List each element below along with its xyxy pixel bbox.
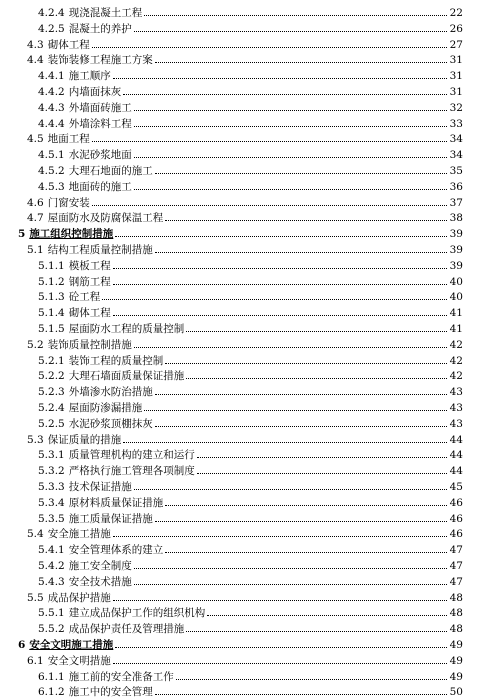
toc-entry-number: 5: [18, 228, 26, 241]
toc-page-number: 34: [449, 133, 463, 146]
toc-row: [0, 115, 482, 130]
toc-entry[interactable]: [38, 320, 463, 335]
toc-entry[interactable]: [38, 683, 463, 698]
toc-page-number: 44: [449, 465, 463, 478]
toc-entry-title: 内墙面抹灰: [68, 86, 122, 98]
toc-page-number: 46: [449, 496, 463, 509]
toc-row: [0, 83, 482, 98]
toc-dot-leader: [134, 573, 447, 585]
toc-entry[interactable]: [27, 194, 463, 209]
toc-entry-title: 砌体工程: [47, 38, 90, 51]
toc-dot-leader: [113, 652, 447, 664]
toc-entry[interactable]: [38, 399, 463, 414]
toc-entry-title: 地面砖的施工: [68, 180, 132, 193]
toc-entry-number: 6.1.2: [38, 686, 65, 699]
toc-entry-number: 6.1.1: [38, 670, 65, 683]
toc-row: [0, 636, 482, 651]
toc-entry-title: 屋面防水工程的质量控制: [68, 323, 185, 335]
toc-entry-title: 施工中的安全管理: [68, 686, 153, 699]
toc-row: [0, 288, 482, 303]
toc-page-number: 22: [449, 7, 463, 19]
toc-row: [0, 683, 482, 698]
toc-page-number: 50: [449, 686, 463, 699]
toc-entry[interactable]: [38, 446, 463, 461]
toc-entry[interactable]: [38, 83, 463, 98]
toc-entry[interactable]: [38, 20, 463, 35]
toc-row: [0, 320, 482, 335]
toc-row: [0, 462, 482, 477]
toc-page-number: 47: [449, 544, 463, 557]
toc-entry[interactable]: [38, 352, 463, 367]
toc-dot-leader: [115, 225, 447, 237]
toc-entry-number: 5.4.1: [38, 544, 65, 557]
toc-row: [0, 352, 482, 367]
toc-dot-leader: [165, 209, 447, 221]
toc-dot-leader: [165, 352, 447, 364]
toc-entry-number: 5.5.2: [38, 623, 65, 636]
toc-dot-leader: [123, 83, 447, 95]
toc-page-number: 48: [449, 607, 463, 620]
toc-page-number: 31: [449, 54, 463, 67]
toc-entry[interactable]: [38, 367, 463, 382]
toc-entry[interactable]: [27, 652, 463, 667]
toc-page-number: 43: [449, 402, 463, 414]
toc-entry-number: 6.1: [27, 654, 44, 667]
toc-entry-number: 5.1: [27, 244, 44, 256]
toc-entry[interactable]: [38, 178, 463, 193]
toc-dot-leader: [155, 51, 447, 63]
toc-entry[interactable]: [27, 336, 463, 351]
toc-entry[interactable]: [38, 541, 463, 556]
toc-dot-leader: [113, 257, 447, 269]
toc-dot-leader: [165, 494, 447, 506]
toc-entry-title: 成品保护措施: [47, 591, 111, 604]
toc-entry-number: 5.3: [27, 433, 44, 446]
toc-row: [0, 541, 482, 556]
toc-entry-title: 水泥砂浆地面: [68, 149, 132, 162]
toc-row: [0, 383, 482, 398]
toc-entry-title: 模板工程: [68, 259, 111, 272]
toc-page-number: 42: [449, 338, 463, 351]
toc-entry-number: 5.5.1: [38, 607, 65, 620]
toc-dot-leader: [186, 620, 447, 632]
toc-dot-leader: [155, 241, 447, 253]
toc-page-number: 31: [449, 70, 463, 83]
toc-entry-number: 5.2.3: [38, 386, 65, 399]
toc-entry-title: 现浇混凝土工程: [68, 7, 143, 19]
toc-entry-title: 质量管理机构的建立和运行: [68, 449, 195, 462]
toc-page-number: 38: [449, 212, 463, 225]
toc-entry-number: 4.2.5: [38, 22, 65, 35]
toc-page-number: 49: [449, 670, 463, 683]
toc-page-number: 37: [449, 196, 463, 209]
toc-entry[interactable]: [27, 36, 463, 51]
toc-page-number: 49: [449, 654, 463, 667]
toc-page-number: 40: [449, 291, 463, 304]
toc-dot-leader: [113, 304, 447, 316]
toc-entry[interactable]: [38, 288, 463, 303]
toc-entry-number: 5.4.3: [38, 575, 65, 588]
toc-row: [0, 478, 482, 493]
toc-page-number: 36: [449, 180, 463, 193]
toc-row: [0, 494, 482, 509]
toc-row: [0, 36, 482, 51]
toc-entry[interactable]: [38, 4, 463, 19]
toc-row: [0, 178, 482, 193]
toc-entry-number: 5.4.2: [38, 560, 65, 572]
toc-dot-leader: [102, 288, 447, 300]
toc-page-number: 44: [449, 433, 463, 446]
toc-page-number: 47: [449, 575, 463, 588]
toc-entry-number: 5.2.1: [38, 354, 65, 367]
toc-entry-title: 安全文明措施: [47, 654, 111, 667]
toc-page-number: 49: [449, 639, 463, 651]
toc-entry-number: 5.1.1: [38, 259, 65, 272]
toc-dot-leader: [197, 446, 447, 458]
toc-entry-number: 5.1.2: [38, 275, 65, 288]
toc-row: [0, 525, 482, 540]
toc-entry-title: 水泥砂浆顶棚抹灰: [68, 417, 153, 430]
toc-row: [0, 431, 482, 446]
toc-row: [0, 67, 482, 82]
toc-entry[interactable]: [38, 478, 463, 493]
toc-entry-title: 装饰质量控制措施: [47, 338, 132, 351]
toc-dot-leader: [186, 367, 447, 379]
toc-dot-leader: [92, 194, 447, 206]
toc-entry-number: 5.2.4: [38, 402, 65, 414]
toc-entry-title: 建立成品保护工作的组织机构: [68, 607, 206, 620]
toc-dot-leader: [155, 415, 447, 427]
toc-row: [0, 4, 482, 19]
toc-page-number: 27: [449, 38, 463, 51]
toc-page-number: 26: [449, 22, 463, 35]
toc-dot-leader: [144, 399, 447, 411]
toc-entry-number: 5.3.3: [38, 481, 65, 493]
toc-dot-leader: [155, 510, 447, 522]
toc-entry[interactable]: [38, 383, 463, 398]
toc-row: [0, 668, 482, 683]
toc-entry-number: 5.3.5: [38, 512, 65, 525]
toc-entry-number: 5.3.4: [38, 496, 65, 509]
toc-row: [0, 589, 482, 604]
toc-page-number: 46: [449, 512, 463, 525]
toc-entry-number: 4.5: [27, 133, 44, 146]
toc-entry[interactable]: [38, 67, 463, 82]
toc-entry-number: 5.4: [27, 528, 44, 541]
toc-entry-title: 安全技术措施: [68, 575, 132, 588]
toc-entry-title: 严格执行施工管理各项制度: [68, 465, 195, 478]
toc-dot-leader: [207, 604, 447, 616]
toc-row: [0, 241, 482, 256]
toc-dot-leader: [134, 336, 447, 348]
toc-entry-number: 4.4.2: [38, 86, 65, 98]
toc-entry-title: 施工顺序: [68, 70, 111, 83]
toc-entry[interactable]: [38, 462, 463, 477]
toc-entry-title: 结构工程质量控制措施: [47, 244, 153, 256]
toc-entry-title: 装饰装修工程施工方案: [47, 54, 153, 67]
toc-row: [0, 510, 482, 525]
toc-entry[interactable]: [38, 99, 463, 114]
toc-dot-leader: [155, 383, 447, 395]
toc-page-number: 41: [449, 323, 463, 335]
toc-page-number: 48: [449, 591, 463, 604]
toc-page-number: 41: [449, 307, 463, 320]
toc-entry-title: 施工质量保证措施: [68, 512, 153, 525]
toc-dot-leader: [134, 20, 447, 32]
toc-entry-title: 施工安全制度: [68, 560, 132, 572]
toc-dot-leader: [134, 146, 447, 158]
toc-row: [0, 304, 482, 319]
toc-entry[interactable]: [38, 668, 463, 683]
toc-row: [0, 194, 482, 209]
toc-page-number: 40: [449, 275, 463, 288]
toc-entry-number: 5.1.5: [38, 323, 65, 335]
toc-page-number: 34: [449, 149, 463, 162]
toc-entry-number: 4.5.3: [38, 180, 65, 193]
toc-entry-number: 4.4: [27, 54, 44, 67]
toc-page-number: 44: [449, 449, 463, 462]
toc-dot-leader: [176, 668, 447, 680]
toc-entry[interactable]: [38, 573, 463, 588]
toc-entry-number: 5.3.2: [38, 465, 65, 478]
toc-entry[interactable]: [27, 431, 463, 446]
toc-entry-title: 外墙渗水防治措施: [68, 386, 153, 399]
toc-entry-title: 安全文明施工措施: [29, 639, 114, 651]
toc-entry-title: 大理石地面的施工: [68, 165, 153, 177]
toc-entry-number: 5.2.2: [38, 370, 65, 383]
toc-entry[interactable]: [38, 146, 463, 161]
toc-dot-leader: [113, 273, 447, 285]
toc-page-number: 39: [449, 259, 463, 272]
toc-dot-leader: [134, 557, 447, 569]
toc-entry-title: 安全施工措施: [47, 528, 111, 541]
toc-entry[interactable]: [38, 494, 463, 509]
toc-entry-title: 原材料质量保证措施: [68, 496, 164, 509]
toc-page-number: 32: [449, 101, 463, 114]
toc-page-number: 43: [449, 386, 463, 399]
toc-page-number: 35: [449, 165, 463, 177]
toc-row: [0, 20, 482, 35]
toc-page-number: 42: [449, 354, 463, 367]
toc-dot-leader: [113, 589, 447, 601]
toc-entry-number: 5.2: [27, 338, 44, 351]
toc-dot-leader: [113, 67, 447, 79]
toc-entry[interactable]: [38, 415, 463, 430]
toc-row: [0, 557, 482, 572]
toc-row: [0, 51, 482, 66]
toc-entry-number: 4.3: [27, 38, 44, 51]
toc-entry[interactable]: [38, 273, 463, 288]
toc-entry-number: 4.4.1: [38, 70, 65, 83]
toc-entry-title: 装饰工程的质量控制: [68, 354, 164, 367]
toc-page-number: 39: [449, 228, 463, 241]
toc-entry[interactable]: [27, 241, 463, 256]
toc-entry[interactable]: [38, 304, 463, 319]
toc-dot-leader: [134, 478, 447, 490]
toc-entry[interactable]: [38, 115, 463, 130]
toc-row: [0, 652, 482, 667]
toc-entry-title: 混凝土的养护: [68, 22, 132, 35]
toc-row: [0, 146, 482, 161]
toc-entry-title: 大理石墙面质量保证措施: [68, 370, 185, 383]
toc-dot-leader: [123, 431, 447, 443]
toc-entry-number: 4.5.1: [38, 149, 65, 162]
toc-row: [0, 273, 482, 288]
toc-row: [0, 573, 482, 588]
toc-page-number: 31: [449, 86, 463, 98]
toc-page-number: 42: [449, 370, 463, 383]
toc-entry-title: 砌体工程: [68, 307, 111, 320]
toc-row: [0, 162, 482, 177]
toc-entry-number: 4.5.2: [38, 165, 65, 177]
toc-entry[interactable]: [38, 510, 463, 525]
toc-row: [0, 336, 482, 351]
toc-dot-leader: [92, 36, 447, 48]
toc-entry-number: 5.1.3: [38, 291, 65, 304]
toc-entry[interactable]: [27, 130, 463, 145]
toc-entry-number: 4.2.4: [38, 7, 65, 19]
toc-dot-leader: [113, 525, 447, 537]
toc-row: [0, 399, 482, 414]
toc-dot-leader: [115, 636, 447, 648]
toc-dot-leader: [134, 115, 447, 127]
toc-row: [0, 209, 482, 224]
toc-entry-title: 外墙涂料工程: [68, 117, 132, 130]
toc-entry[interactable]: [27, 525, 463, 540]
toc-entry-title: 门窗安装: [47, 196, 90, 209]
toc-entry[interactable]: [27, 589, 463, 604]
toc-entry-number: 4.6: [27, 196, 44, 209]
toc-page-number: 46: [449, 528, 463, 541]
toc-entry-title: 成品保护责任及管理措施: [68, 623, 185, 636]
toc-entry[interactable]: [38, 604, 463, 619]
toc-entry[interactable]: [38, 162, 463, 177]
toc-row: [0, 604, 482, 619]
toc-row: [0, 130, 482, 145]
toc-dot-leader: [186, 320, 447, 332]
toc-row: [0, 415, 482, 430]
toc-dot-leader: [144, 4, 447, 16]
toc-page-number: 47: [449, 560, 463, 572]
toc-entry[interactable]: [38, 620, 463, 635]
toc-entry-title: 屋面防渗漏措施: [68, 402, 143, 414]
toc-entry[interactable]: [27, 51, 463, 66]
toc-row: [0, 99, 482, 114]
toc-entry-number: 5.2.5: [38, 417, 65, 430]
toc-entry-title: 外墙面砖施工: [68, 101, 132, 114]
toc-row: [0, 620, 482, 635]
toc-entry-number: 5.5: [27, 591, 44, 604]
toc-dot-leader: [155, 162, 447, 174]
toc-entry-title: 施工前的安全准备工作: [68, 670, 174, 683]
toc-entry-number: 5.3.1: [38, 449, 65, 462]
toc-entry[interactable]: [18, 225, 463, 240]
toc-row: [0, 367, 482, 382]
toc-dot-leader: [165, 541, 447, 553]
toc-entry-title: 地面工程: [47, 133, 90, 146]
toc-entry[interactable]: [38, 257, 463, 272]
toc-page-number: 43: [449, 417, 463, 430]
toc-dot-leader: [197, 462, 447, 474]
toc-entry-number: 6: [18, 639, 26, 651]
toc-dot-leader: [134, 99, 447, 111]
toc-row: [0, 257, 482, 272]
toc-page-number: 33: [449, 117, 463, 130]
toc-entry[interactable]: [27, 209, 463, 224]
toc-entry-number: 4.4.4: [38, 117, 65, 130]
toc-entry-number: 4.4.3: [38, 101, 65, 114]
toc-page-number: 48: [449, 623, 463, 636]
toc-dot-leader: [155, 683, 447, 695]
toc-page-number: 45: [449, 481, 463, 493]
toc-entry[interactable]: [38, 557, 463, 572]
toc-entry[interactable]: [18, 636, 463, 651]
toc-entry-title: 砼工程: [68, 291, 101, 304]
toc-entry-title: 技术保证措施: [68, 481, 132, 493]
toc-entry-number: 5.1.4: [38, 307, 65, 320]
toc-entry-title: 安全管理体系的建立: [68, 544, 164, 557]
toc-dot-leader: [134, 178, 447, 190]
toc-entry-number: 4.7: [27, 212, 44, 225]
toc-page-number: 39: [449, 244, 463, 256]
toc-row: [0, 446, 482, 461]
toc-entry-title: 屋面防水及防腐保温工程: [47, 212, 164, 225]
toc-entry-title: 施工组织控制措施: [29, 228, 114, 241]
toc-dot-leader: [92, 130, 447, 142]
toc-entry-title: 保证质量的措施: [47, 433, 122, 446]
toc-entry-title: 钢筋工程: [68, 275, 111, 288]
toc-row: [0, 225, 482, 240]
